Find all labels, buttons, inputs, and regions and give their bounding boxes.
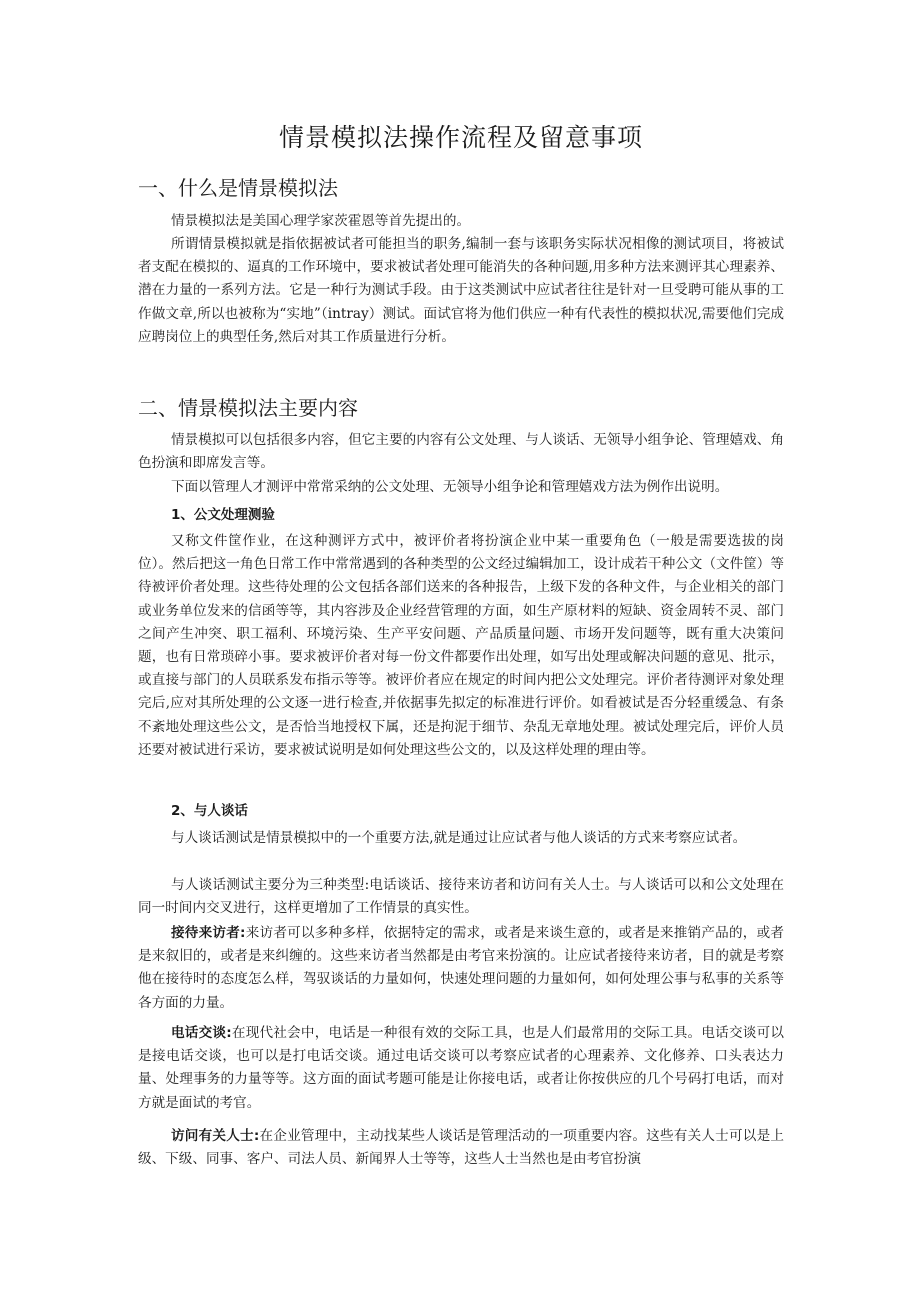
paragraph: 下面以管理人才测评中常常采纳的公文处理、无领导小组争论和管理嬉戏方法为例作出说明。 <box>171 479 729 495</box>
paragraph-reception <box>138 922 784 1015</box>
paragraph: 情景模拟法是美国心理学家茨霍恩等首先提出的。 <box>171 213 471 229</box>
page-title: 情景模拟法操作流程及留意事项 <box>278 123 643 152</box>
lead-label: 访问有关人士: <box>171 1128 260 1144</box>
lead-label: 接待来访者: <box>171 925 246 941</box>
paragraph-text: 来访者可以多种多样，依据特定的需求，或者是来谈生意的，或者是来推销产品的，或者是来叙旧的，或者是来纠缠的。这些来访者当然都是由考官来扮演的。让应试者接待来访者，目的就是考察他在接待时的态度怎么样，驾驭谈话的力量如何，快速处理问题的力量如何，如何处理公事与私事的关系等各方面的力量。 <box>138 925 785 1011</box>
subsection-heading-conversation: 2、与人谈话 <box>171 803 248 819</box>
paragraph: 情景模拟可以包括很多内容，但它主要的内容有公文处理、与人谈话、无领导小组争论、管理嬉戏、角色扮演和即席发言等。 <box>138 432 784 472</box>
section-heading-main-content: 二、情景模拟法主要内容 <box>138 396 358 420</box>
paragraph: 又称文件筐作业，在这种测评方式中，被评价者将扮演企业中某一重要角色（一般是需要选拔的岗位）。然后把这一角色日常工作中常常遇到的各种类型的公文经过编辑加工，设计成若干种公文（文件筐）等待被评价者处理。这些待处理的公文包括各部们送来的各种报告，上级下发的各种文件，与企业相关的部门或业务单位发来的信函等等，其内容涉及企业经营管理的方面，如生产原材料的短缺、资金周转不灵、部门之间产生冲突、职工福利、环境污染、生产平安问题、产品质量问题、市场开发问题等，既有重大决策问题，也有日常琐碎小事。要求被评价者对每一份文件都要作出处理，如写出处理或解决问题的意见、批示，或直接与部门的人员联系发布指示等等。被评价者应在规定的时间内把公文处理完。评价者待测评对象处理完后,应对其所处理的公文逐一进行检查,并依据事先拟定的标准进行评价。如看被试是否分轻重缓急、有条不紊地处理这些公文，是否恰当地授权下属，还是拘泥于细节、杂乱无章地处理。被试处理完后，评价人员还要对被试进行采访，要求被试说明是如何处理这些公文的，以及这样处理的理由等。 <box>138 533 784 758</box>
subsection-heading-document-handling: 1、公文处理测验 <box>171 507 275 523</box>
paragraph: 所谓情景模拟就是指依据被试者可能担当的职务,编制一套与该职务实际状况相像的测试项目，将被试者支配在模拟的、逼真的工作环境中，要求被试者处理可能消失的各种问题,用多种方法来测评其心理素养、潜在力量的一系列方法。它是一种行为测试手段。由于这类测试中应试者往往是针对一旦受聘可能从事的工作做文章,所以也被称为“实地”（intray）测试。面试官将为他们供应一种有代表性的模拟状况,需要他们完成应聘岗位上的典型任务,然后对其工作质量进行分析。 <box>138 236 784 345</box>
paragraph-text: 在现代社会中，电话是一种很有效的交际工具，也是人们最常用的交际工具。电话交谈可以是接电话交谈，也可以是打电话交谈。通过电话交谈可以考察应试者的心理素养、文化修养、口头表达力量、处理事务的力量等等。这方面的面试考题可能是让你接电话，或者让你按供应的几个号码打电话，而对方就是面试的考官。 <box>138 1025 784 1111</box>
paragraph: 与人谈话测试是情景模拟中的一个重要方法,就是通过让应试者与他人谈话的方式来考察应试者。 <box>171 830 747 846</box>
paragraph-visit <box>138 1125 784 1171</box>
lead-label: 电话交谈: <box>171 1025 232 1041</box>
section-heading-what-is: 一、什么是情景模拟法 <box>138 176 338 200</box>
paragraph-text: 在企业管理中，主动找某些人谈话是管理活动的一项重要内容。这些有关人士可以是上级、下级、同事、客户、司法人员、新闻界人士等等，这些人士当然也是由考官扮演 <box>138 1128 785 1168</box>
paragraph-phone <box>138 1022 784 1115</box>
paragraph: 与人谈话测试主要分为三种类型:电话谈话、接待来访者和访问有关人士。与人谈话可以和公文处理在同一时间内交叉进行，这样更增加了工作情景的真实性。 <box>138 877 784 917</box>
